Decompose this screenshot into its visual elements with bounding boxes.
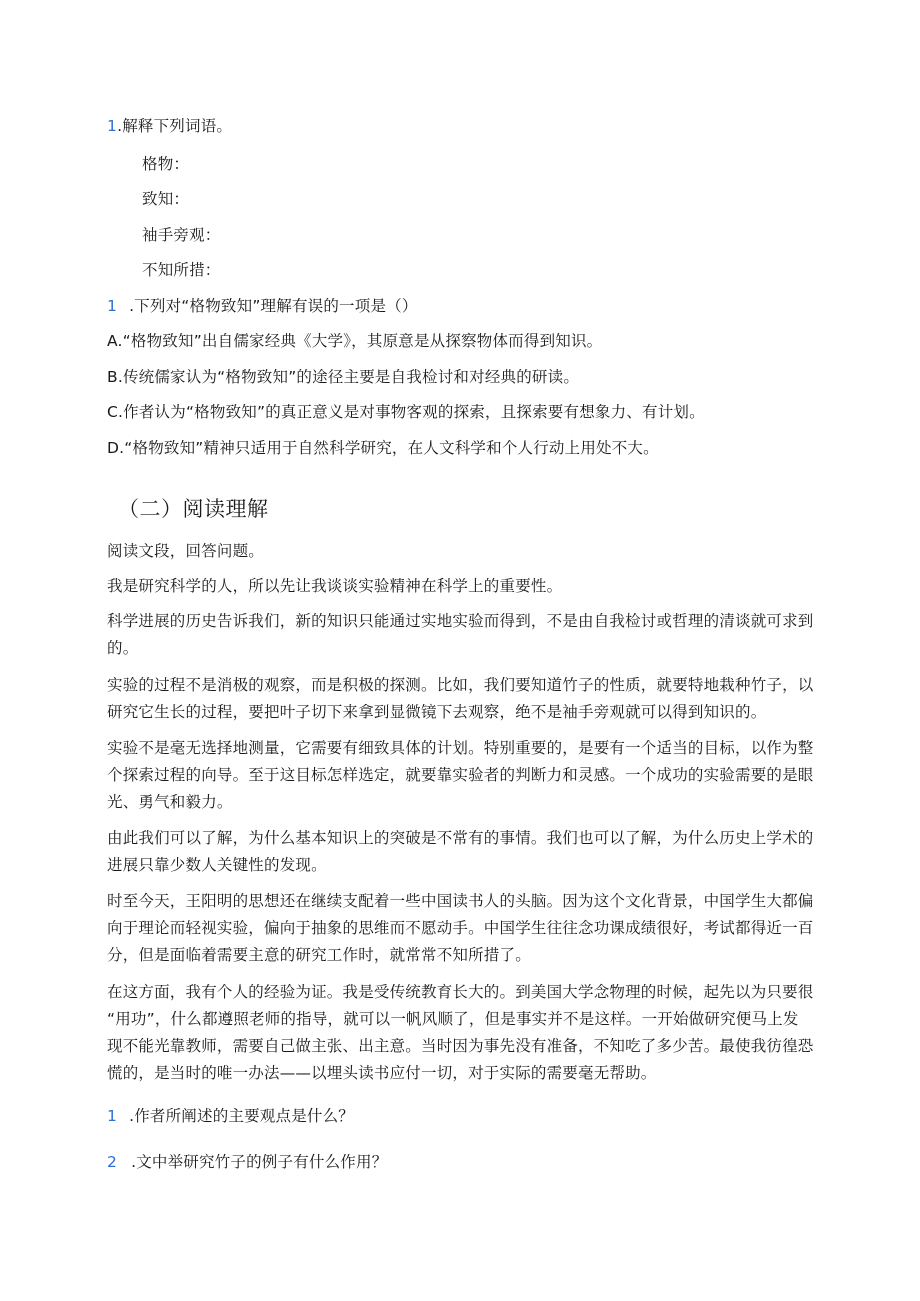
passage-line: 由此我们可以了解，为什么基本知识上的突破是不常有的事情。我们也可以了解，为什么历史上学术的 <box>107 829 814 847</box>
passage-line: 我是研究科学的人，所以先让我谈谈实验精神在科学上的重要性。 <box>107 577 563 595</box>
question-number: 1 <box>107 117 118 135</box>
section-heading: （二）阅读理解 <box>118 497 269 521</box>
question-main-idea <box>107 1105 354 1127</box>
question-text: .作者所阐述的主要观点是什么？ <box>129 1107 354 1125</box>
option-d: D.“格物致知”精神只适用于自然科学研究，在人文科学和个人行动上用处不大。 <box>107 439 659 457</box>
passage-line: 进展只靠少数人关键性的发现。 <box>107 856 327 874</box>
passage-line: 光、勇气和毅力。 <box>107 793 233 811</box>
term-zhizhi: 致知： <box>142 190 190 208</box>
passage-line: 的。 <box>107 639 139 657</box>
passage-line: 向于理论而轻视实验，偏向于抽象的思维而不愿动手。中国学生往往念功课成绩很好，考试都得近一百 <box>107 919 814 937</box>
option-a: A.“格物致知”出自儒家经典《大学》，其原意是从探察物体而得到知识。 <box>107 332 603 350</box>
passage-line: 现不能光靠教师，需要自己做主张、出主意。当时因为事先没有准备，不知吃了多少苦。最使我彷徨恐 <box>107 1037 814 1055</box>
question-choice <box>107 295 418 317</box>
term-buzhisuocuo: 不知所措： <box>142 261 221 279</box>
question-number: 1 <box>107 1107 118 1125</box>
passage-line: 科学进展的历史告诉我们，新的知识只能通过实地实验而得到，不是由自我检讨或哲理的清谈就可求到 <box>107 612 814 630</box>
question-text: .文中举研究竹子的例子有什么作用？ <box>131 1153 388 1171</box>
passage-line: 个探索过程的向导。至于这目标怎样选定，就要靠实验者的判断力和灵感。一个成功的实验需要的是眼 <box>107 766 814 784</box>
term-xiushoupangguan: 袖手旁观： <box>142 226 221 244</box>
passage-line: 研究它生长的过程，要把叶子切下来拿到显微镜下去观察，绝不是袖手旁观就可以得到知识的。 <box>107 703 767 721</box>
passage-line: 实验不是毫无选择地测量，它需要有细致具体的计划。特别重要的，是要有一个适当的目标，以作为整 <box>107 739 814 757</box>
passage-intro: 阅读文段，回答问题。 <box>107 542 265 560</box>
term-gewu: 格物： <box>142 155 190 173</box>
passage-line: 在这方面，我有个人的经验为证。我是受传统教育长大的。到美国大学念物理的时候，起先以为只要很 <box>107 983 814 1001</box>
question-text: .下列对“格物致知”理解有误的一项是（） <box>129 297 418 315</box>
question-number: 2 <box>107 1153 118 1171</box>
option-b: B.传统儒家认为“格物致知”的途径主要是自我检讨和对经典的研读。 <box>107 368 580 386</box>
question-bamboo-example <box>107 1151 387 1173</box>
passage-line: 慌的，是当时的唯一办法——以埋头读书应付一切，对于实际的需要毫无帮助。 <box>107 1064 657 1082</box>
question-text: .解释下列词语。 <box>117 117 233 135</box>
passage-line: 分，但是面临着需要主意的研究工作时，就常常不知所措了。 <box>107 946 531 964</box>
question-number: 1 <box>107 297 118 315</box>
passage-line: 实验的过程不是消极的观察，而是积极的探测。比如，我们要知道竹子的性质，就要特地栽种竹子，以 <box>107 676 814 694</box>
option-c: C.作者认为“格物致知”的真正意义是对事物客观的探索，且探索要有想象力、有计划。 <box>107 403 705 421</box>
passage-line: “用功”，什么都遵照老师的指导，就可以一帆风顺了，但是事实并不是这样。一开始做研究便马上发 <box>107 1010 799 1028</box>
passage-line: 时至今天，王阳明的思想还在继续支配着一些中国读书人的头脑。因为这个文化背景，中国学生大都偏 <box>107 892 814 910</box>
question-vocab <box>107 115 232 137</box>
